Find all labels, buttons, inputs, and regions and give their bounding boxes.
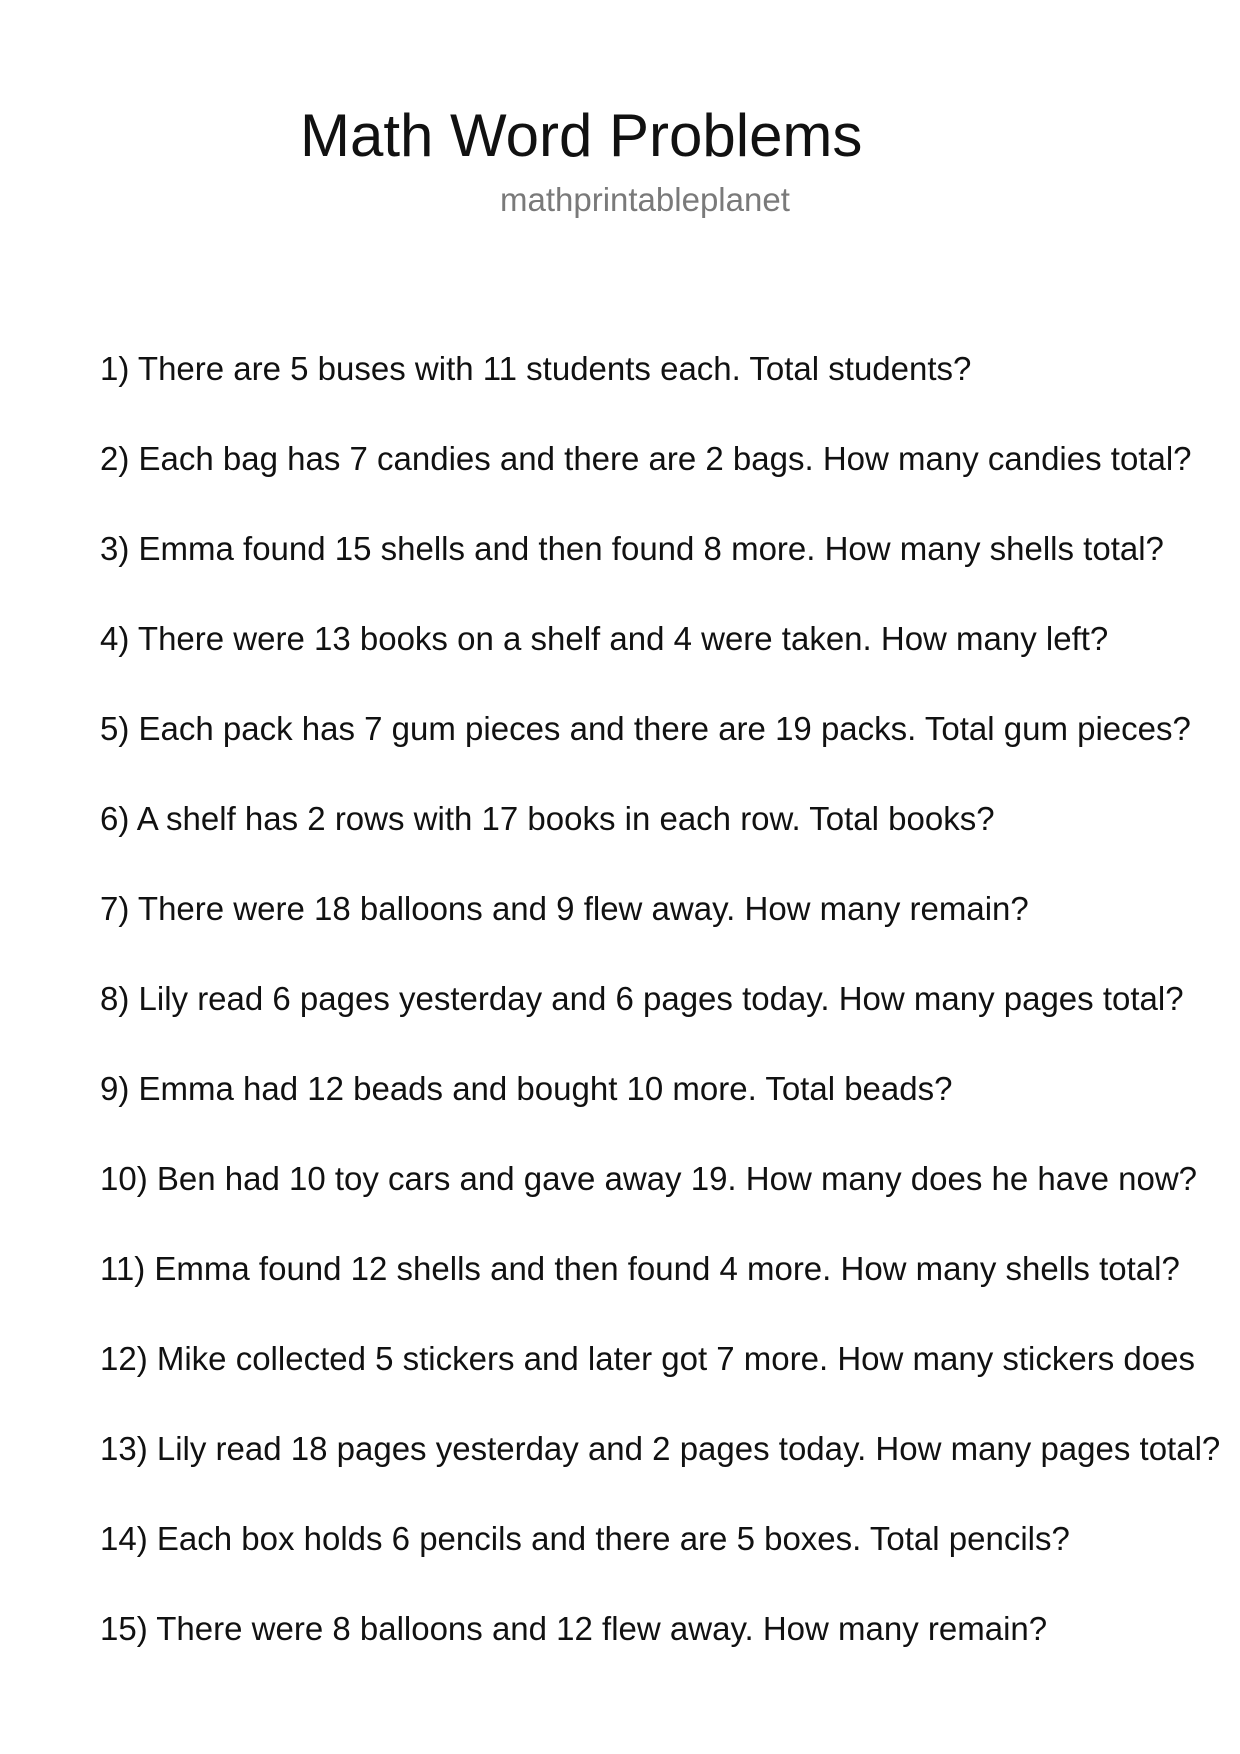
problem-14: 14) Each box holds 6 pencils and there are 5 boxes. Total pencils? (100, 1520, 1070, 1557)
problem-10: 10) Ben had 10 toy cars and gave away 19. How many does he have now? (100, 1160, 1198, 1197)
problem-4: 4) There were 13 books on a shelf and 4 were taken. How many left? (100, 620, 1109, 657)
problem-12: 12) Mike collected 5 stickers and later got 7 more. How many stickers does (100, 1340, 1195, 1377)
problem-15: 15) There were 8 balloons and 12 flew away. How many remain? (100, 1610, 1048, 1647)
problem-7: 7) There were 18 balloons and 9 flew away. How many remain? (100, 890, 1029, 927)
problem-6: 6) A shelf has 2 rows with 17 books in each row. Total books? (100, 800, 995, 837)
problem-1: 1) There are 5 buses with 11 students each. Total students? (100, 350, 972, 387)
problem-2: 2) Each bag has 7 candies and there are 2 bags. How many candies total? (100, 440, 1192, 477)
problem-5: 5) Each pack has 7 gum pieces and there are 19 packs. Total gum pieces? (100, 710, 1191, 747)
problem-3: 3) Emma found 15 shells and then found 8 more. How many shells total? (100, 530, 1164, 567)
page-title: Math Word Problems (300, 102, 863, 169)
problem-13: 13) Lily read 18 pages yesterday and 2 pages today. How many pages total? (100, 1430, 1221, 1467)
page-subtitle: mathprintableplanet (500, 181, 790, 218)
problem-list (100, 346, 1240, 1696)
problem-11: 11) Emma found 12 shells and then found 4 more. How many shells total? (100, 1250, 1180, 1287)
problem-8: 8) Lily read 6 pages yesterday and 6 pages today. How many pages total? (100, 980, 1184, 1017)
problem-9: 9) Emma had 12 beads and bought 10 more. Total beads? (100, 1070, 953, 1107)
